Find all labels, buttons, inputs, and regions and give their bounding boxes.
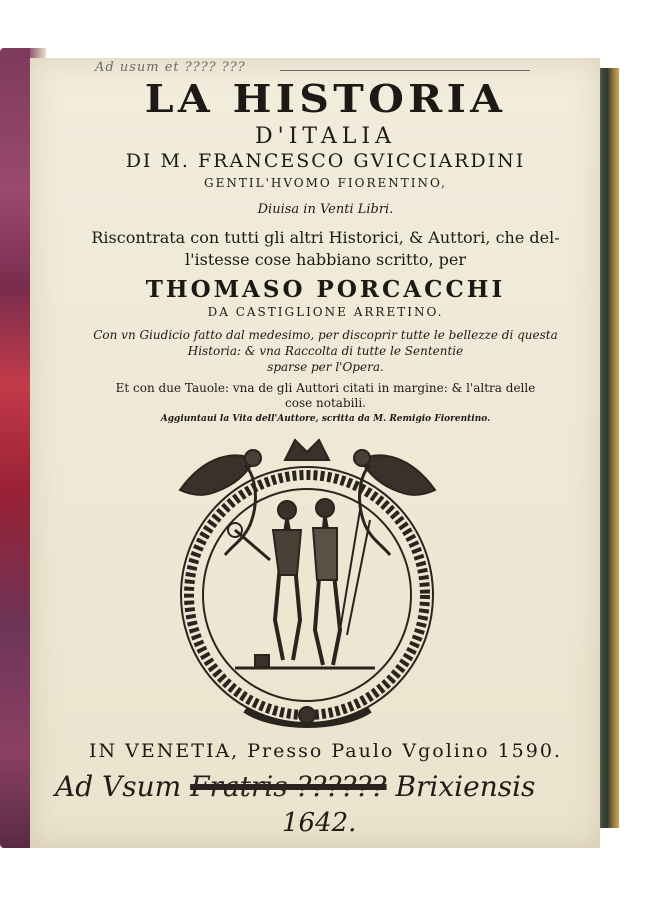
ownership-inscription-top: Ad usum et ???? ???: [95, 60, 246, 75]
collation-line-1: Riscontrata con tutti gli altri Historici, & Auttori, che del-: [91, 228, 560, 247]
tables-line-1: Et con due Tauole: vna de gli Auttori citati in margine: & l'altra delle: [115, 381, 536, 395]
collation-line-2: l'istesse cose habbiano scritto, per: [184, 250, 467, 269]
editor-origin: DA CASTIGLIONE ARRETINO.: [207, 305, 444, 319]
life-of-author-line: Aggiuntaui la Vita dell'Auttore, scritta da M. Remigio Fiorentino.: [160, 414, 491, 424]
tables-line-2: cose notabili.: [285, 396, 366, 410]
division-note: Diuisa in Venti Libri.: [257, 202, 394, 217]
title-subtitle: D'ITALIA: [255, 124, 396, 149]
inscription-suffix: Brixiensis: [395, 770, 536, 803]
inscription-year: 1642.: [282, 808, 357, 838]
crown: [285, 440, 329, 460]
inscription-struck-text: Fratris ??????: [190, 770, 387, 803]
title-main: LA HISTORIA: [144, 76, 507, 121]
wreath-frame: [189, 475, 425, 715]
inscription-prefix: Ad Vsum: [55, 770, 182, 803]
author-name: DI M. FRANCESCO GVICCIARDINI: [125, 150, 526, 172]
printers-device-woodcut: [175, 430, 440, 730]
imprint-line: IN VENETIA, Presso Paulo Vgolino 1590.: [89, 740, 562, 762]
left-angel-wing: [180, 455, 255, 494]
judgement-line-1: Con vn Giudicio fatto dal medesimo, per discoprir tutte le bellezze di questa: [93, 328, 558, 342]
judgement-line-2: Historia: & vna Raccolta di tutte le Sententie: [187, 344, 464, 358]
author-description: GENTIL'HVOMO FIORENTINO,: [204, 176, 447, 190]
inscription-strike-line: [280, 70, 530, 71]
ownership-inscription-bottom: [55, 770, 595, 803]
judgement-line-3: sparse per l'Opera.: [267, 360, 384, 374]
editor-name: THOMASO PORCACCHI: [145, 276, 506, 303]
